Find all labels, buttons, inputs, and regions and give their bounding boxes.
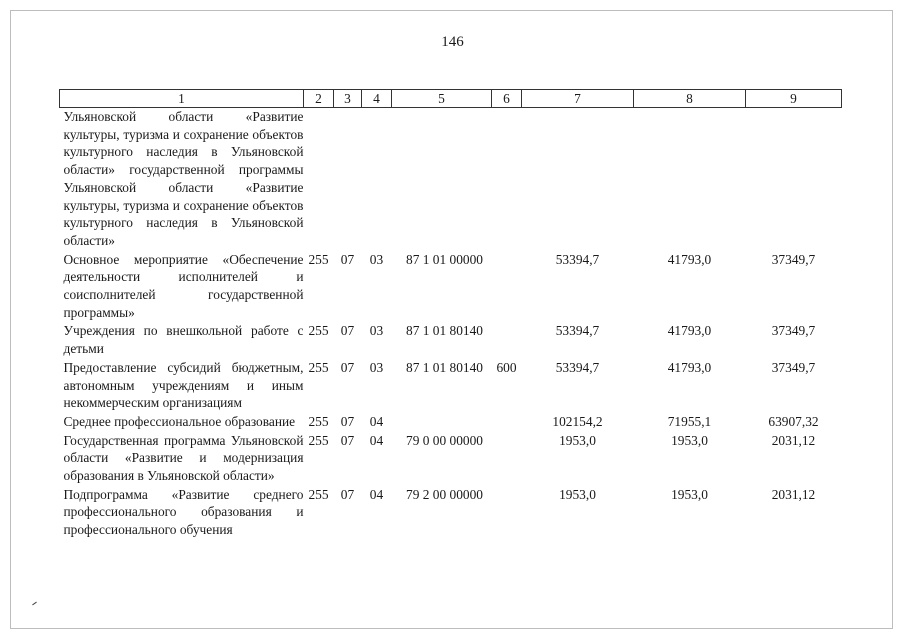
cell-admin-code: 255 bbox=[308, 251, 329, 267]
cell-amount-col7: 1953,0 bbox=[559, 486, 596, 502]
cell-amount-col9: 37349,7 bbox=[771, 251, 816, 267]
cell-amount-col7: 1953,0 bbox=[559, 432, 596, 448]
cell-section: 07 bbox=[340, 359, 355, 375]
row-description: Учреждения по внешкольной работе с детьми bbox=[63, 323, 304, 357]
table-row bbox=[60, 413, 842, 432]
column-header: 4 bbox=[362, 90, 392, 108]
table-row bbox=[60, 251, 842, 323]
header-row bbox=[60, 90, 842, 108]
row-description: Ульяновской области «Развитие культуры, туризма и сохранение объектов культурного наследия в Ульяновской области» государственной программы Ульяновской области «Развитие культуры, туризма и сохранение объектов культурного наследия в Ульяновской области» bbox=[63, 109, 304, 248]
cell-target-article bbox=[392, 413, 492, 432]
cell-expense-type bbox=[492, 108, 522, 251]
column-header: 9 bbox=[746, 90, 842, 108]
cell-amount-col8: 41793,0 bbox=[667, 359, 712, 375]
cell-section bbox=[334, 108, 362, 251]
cell-admin-code: 255 bbox=[308, 432, 329, 448]
cell-amount-col7: 53394,7 bbox=[555, 359, 600, 375]
cell-amount-col8: 1953,0 bbox=[671, 432, 708, 448]
cell-subsection: 04 bbox=[369, 486, 384, 502]
cell-amount-col9: 2031,12 bbox=[771, 486, 816, 502]
cell-expense-type bbox=[492, 486, 522, 540]
cell-amount-col9: 2031,12 bbox=[771, 432, 816, 448]
cell-amount-col7 bbox=[522, 108, 634, 251]
cell-section: 07 bbox=[340, 323, 355, 339]
cell-admin-code: 255 bbox=[308, 413, 329, 429]
cell-target-article: 87 1 01 00000 bbox=[406, 251, 483, 267]
cell-subsection: 03 bbox=[369, 323, 384, 339]
row-description: Государственная программа Ульяновской области «Развитие и модернизация образования в Ульяновской области» bbox=[63, 432, 304, 484]
cell-target-article: 79 0 00 00000 bbox=[406, 432, 483, 448]
cell-admin-code: 255 bbox=[308, 359, 329, 375]
budget-table bbox=[59, 89, 842, 540]
cell-target-article: 87 1 01 80140 bbox=[406, 323, 483, 339]
row-description: Предоставление субсидий бюджетным, автономным учреждениям и иным некоммерческим организациям bbox=[63, 359, 304, 411]
column-header: 1 bbox=[60, 90, 304, 108]
cell-amount-col8: 41793,0 bbox=[667, 323, 712, 339]
cell-subsection: 03 bbox=[369, 359, 384, 375]
cell-amount-col9 bbox=[746, 108, 842, 251]
row-description: Среднее профессиональное образование bbox=[63, 413, 296, 429]
cell-expense-type bbox=[492, 413, 522, 432]
cell-amount-col8: 71955,1 bbox=[667, 413, 712, 429]
cell-section: 07 bbox=[340, 251, 355, 267]
table-row bbox=[60, 486, 842, 540]
table-row bbox=[60, 432, 842, 486]
cell-section: 07 bbox=[340, 486, 355, 502]
table-header bbox=[60, 90, 842, 108]
cell-subsection bbox=[362, 108, 392, 251]
cell-subsection: 03 bbox=[369, 251, 384, 267]
cell-amount-col7: 53394,7 bbox=[555, 251, 600, 267]
cell-amount-col8 bbox=[634, 108, 746, 251]
table-row bbox=[60, 322, 842, 358]
column-header: 7 bbox=[522, 90, 634, 108]
cell-expense-type: 600 bbox=[496, 359, 517, 375]
column-header: 5 bbox=[392, 90, 492, 108]
cell-amount-col7: 102154,2 bbox=[552, 413, 603, 429]
cell-amount-col8: 41793,0 bbox=[667, 251, 712, 267]
cell-expense-type bbox=[492, 251, 522, 323]
cell-amount-col9: 37349,7 bbox=[771, 359, 816, 375]
row-description: Основное мероприятие «Обеспечение деятельности исполнителей и соисполнителей государственной программы» bbox=[63, 251, 304, 320]
table-body bbox=[60, 108, 842, 540]
cell-target-article: 87 1 01 80140 bbox=[406, 359, 483, 375]
cell-expense-type bbox=[492, 432, 522, 486]
cell-subsection: 04 bbox=[369, 432, 384, 448]
column-header: 8 bbox=[634, 90, 746, 108]
table-row bbox=[60, 359, 842, 413]
cell-section: 07 bbox=[340, 413, 355, 429]
column-header: 2 bbox=[304, 90, 334, 108]
cell-admin-code: 255 bbox=[308, 486, 329, 502]
cell-admin-code: 255 bbox=[308, 323, 329, 339]
cell-amount-col8: 1953,0 bbox=[671, 486, 708, 502]
cell-expense-type bbox=[492, 322, 522, 358]
column-header: 3 bbox=[334, 90, 362, 108]
cell-amount-col9: 63907,32 bbox=[768, 413, 819, 429]
column-header: 6 bbox=[492, 90, 522, 108]
cell-amount-col7: 53394,7 bbox=[555, 323, 600, 339]
cell-target-article: 79 2 00 00000 bbox=[406, 486, 483, 502]
page-number: 146 bbox=[441, 34, 464, 50]
cell-admin-code bbox=[304, 108, 334, 251]
row-description: Подпрограмма «Развитие среднего профессионального образования и профессионального обучения bbox=[63, 486, 304, 538]
cell-target-article bbox=[392, 108, 492, 251]
table-row bbox=[60, 108, 842, 251]
cell-amount-col9: 37349,7 bbox=[771, 323, 816, 339]
cell-subsection: 04 bbox=[369, 413, 384, 429]
cell-section: 07 bbox=[340, 432, 355, 448]
